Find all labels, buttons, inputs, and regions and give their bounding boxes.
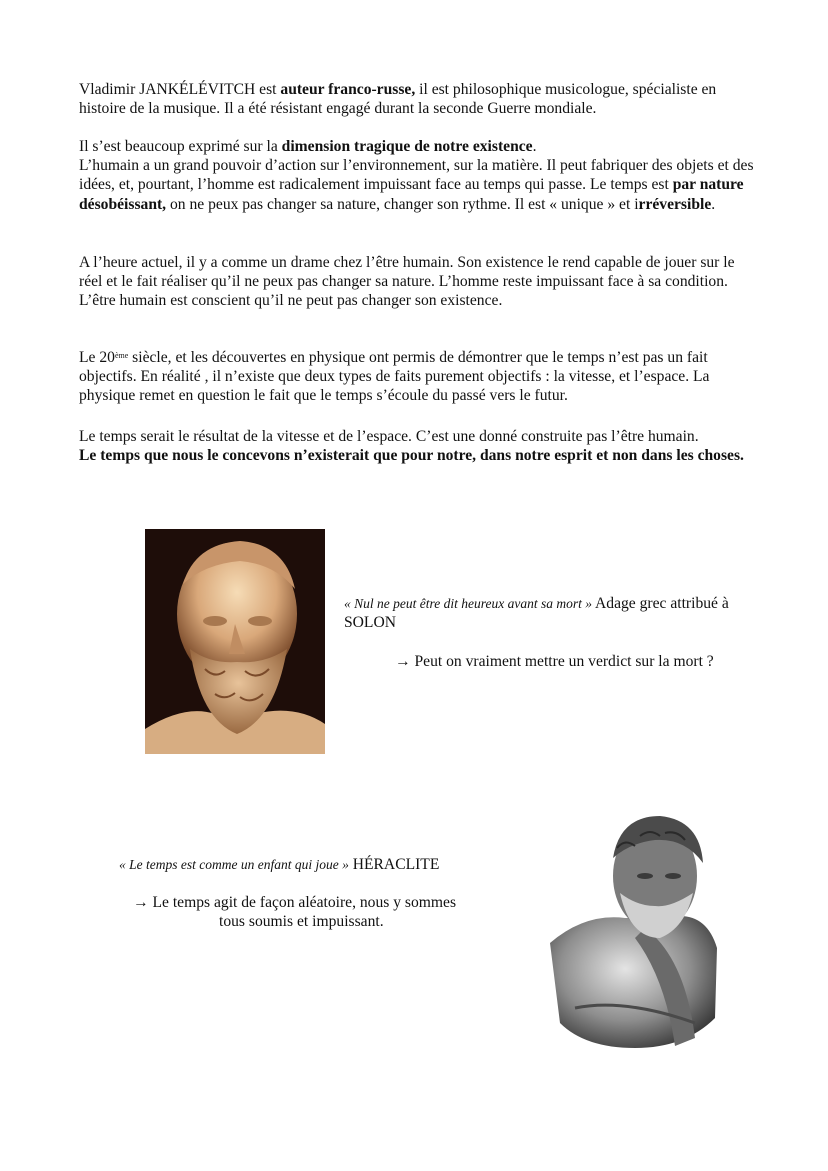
tragic-dimension-paragraph <box>79 137 759 214</box>
p2-body-mid: on ne peux pas changer sa nature, changer son rythme. Il est « unique » et i <box>166 195 639 213</box>
heraclite-attribution: HÉRACLITE <box>348 856 440 873</box>
solon-quote <box>344 594 764 632</box>
solon-attribution: Adage grec attribué à SOLON <box>344 595 729 631</box>
intro-text-rest: il est philosophique musicologue, spécialiste en histoire de la musique. Il a été résistant engagé durant la seconde Guerre mondiale. <box>79 81 717 118</box>
conclusion-paragraph <box>79 427 759 465</box>
solon-bust-icon <box>145 529 325 754</box>
p4-text: Le 20 <box>79 349 115 366</box>
heraclite-comment <box>133 893 493 931</box>
p5-text: Le temps serait le résultat de la vitesse et de l’espace. C’est une donné construite pas l’être humain. <box>79 428 699 445</box>
p2-text: Il s’est beaucoup exprimé sur la <box>79 138 282 155</box>
p2-body: L’humain a un grand pouvoir d’action sur l’environnement, sur la matière. Il peut fabriquer des objets et des idées, et, pourtant, l’homme est radicalement impuissant face au temps qui passe. Le temps est <box>79 157 754 194</box>
heraclite-quote <box>119 855 519 874</box>
heraclite-quote-text: « Le temps est comme un enfant qui joue » <box>119 857 349 872</box>
solon-question <box>395 652 714 671</box>
p2-body-bold2: rréversible <box>638 195 712 213</box>
p5-bold: Le temps que nous le concevons n’existerait que pour notre, dans notre esprit et non dans les choses. <box>79 447 744 465</box>
solon-quote-text: « Nul ne peut être dit heureux avant sa mort » <box>344 596 592 611</box>
heraclitus-bust-icon <box>545 808 725 1053</box>
intro-text: Vladimir JANKÉLÉVITCH est <box>79 81 281 98</box>
heraclite-comment-line2: tous soumis et impuissant. <box>219 913 384 930</box>
p4-text-rest: siècle, et les découvertes en physique ont permis de démontrer que le temps n’est pas un fait objectifs. En réalité , il n’existe que deux types de faits purement objectifs : la vitesse, et l’espace. La physique remet en question le fait que le temps s’écoule du passé vers le futur. <box>79 349 710 405</box>
physics-paragraph <box>79 348 759 406</box>
heraclite-comment-line1: Le temps agit de façon aléatoire, nous y sommes <box>148 894 457 911</box>
solon-bust-image <box>145 529 325 754</box>
p2-punct: . <box>532 138 537 155</box>
right-arrow-icon: → <box>133 894 149 911</box>
p2-body-bold: par nature désobéissant, <box>79 176 744 213</box>
human-drama-paragraph: A l’heure actuel, il y a comme un drame chez l’être humain. Son existence le rend capable de jouer sur le réel et le fait réaliser qu’il ne peux pas changer sa nature. L’homme reste impuissant face à sa condition. L’être humain est conscient qu’il ne peut pas changer son existence. <box>79 254 735 310</box>
p2-bold: dimension tragique de notre existence <box>281 138 533 155</box>
intro-paragraph <box>79 80 759 118</box>
p2-body-end: . <box>711 195 716 213</box>
right-arrow-icon: → <box>395 653 411 670</box>
intro-bold: auteur franco-russe, <box>280 81 416 98</box>
solon-question-text: Peut on vraiment mettre un verdict sur la mort ? <box>410 653 714 670</box>
heraclitus-bust-image <box>545 808 725 1053</box>
p4-superscript: ème <box>114 351 129 360</box>
